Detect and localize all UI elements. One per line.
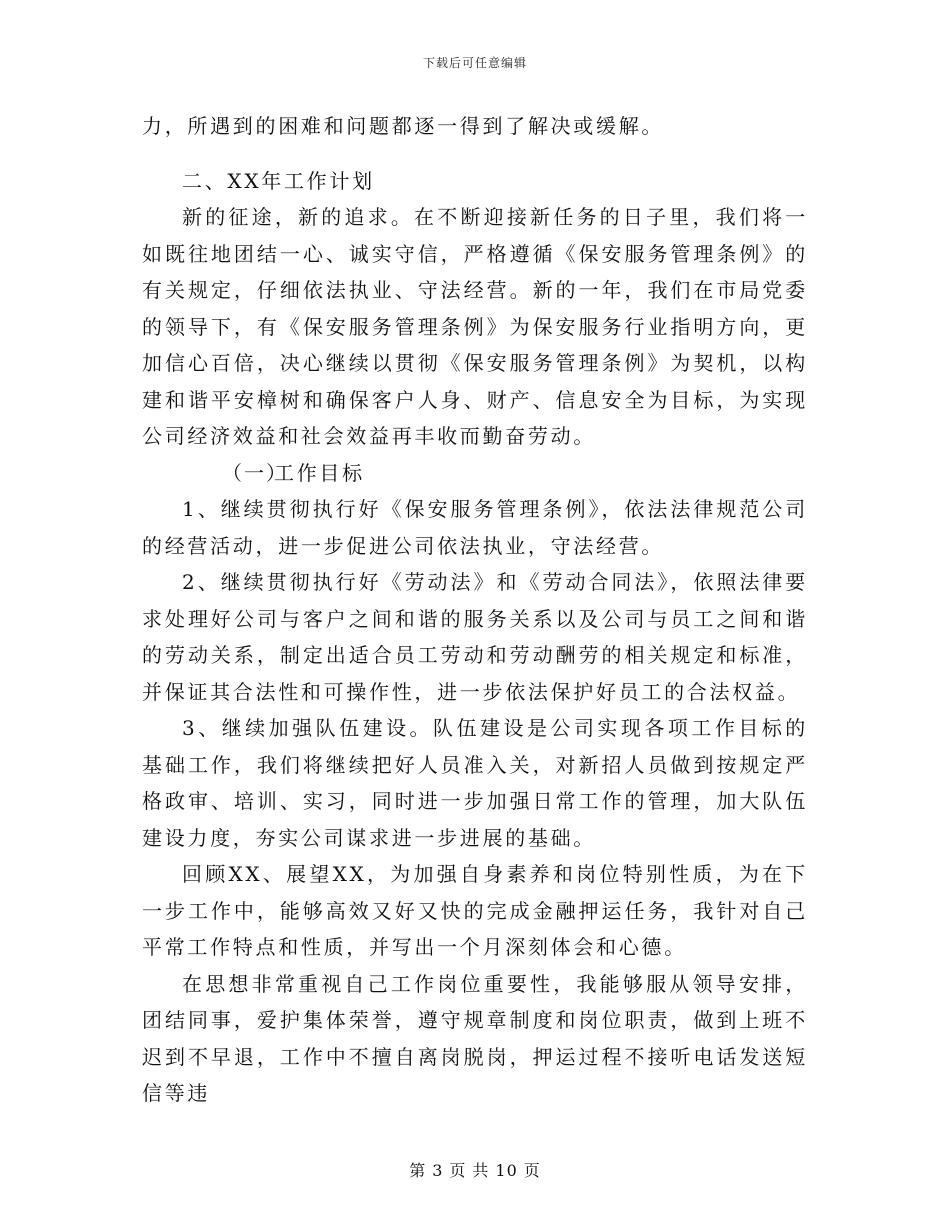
footer-prefix: 第 (409, 1161, 427, 1180)
footer-total-label: 共 (472, 1161, 490, 1180)
header-note: 下载后可任意编辑 (422, 56, 527, 70)
list-item: 3、继续加强队伍建设。队伍建设是公司实现各项工作目标的基础工作，我们将继续把好人员准入关，对新招人员做到按规定严格政审、培训、实习，同时进一步加强日常工作的管理，加大队伍建设力度，夯实公司谋求进一步进展的基础。 (142, 716, 808, 850)
list-item: 2、继续贯彻执行好《劳动法》和《劳动合同法》，依照法律要求处理好公司与客户之间和谐的服务关系以及公司与员工之间和谐的劳动关系，制定出适合员工劳动和劳动酬劳的相关规定和标准，并保证其合法性和可操作性，进一步依法保护好员工的合法权益。 (142, 570, 808, 704)
subsection-title: 工作目标 (274, 460, 365, 485)
paragraph-attitude: 在思想非常重视自己工作岗位重要性，我能够服从领导安排，团结同事，爱护集体荣誉，遵守规章制度和岗位职责，做到上班不迟到不早退，工作中不擅自离岗脱岗，押运过程不接听电话发送短信等违 (142, 971, 808, 1105)
subsection-number: （一） (222, 460, 288, 485)
list-item: 1、继续贯彻执行好《保安服务管理条例》，依法法律规范公司的经营活动，进一步促进公司依法执业，守法经营。 (142, 497, 808, 558)
page-total: 10 (495, 1161, 518, 1180)
paragraph-review: 回顾XX、展望XX，为加强自身素养和岗位特别性质，为在下一步工作中，能够高效又好又快的完成金融押运任务，我针对自己平常工作特点和性质，并写出一个月深刻体会和心德。 (142, 862, 808, 959)
footer-page-word: 页 (449, 1161, 467, 1180)
page-number: 3 (432, 1161, 444, 1180)
subsection-heading (142, 455, 808, 492)
paragraph-continuation: 力，所遇到的困难和问题都逐一得到了解决或缓解。 (142, 114, 665, 138)
footer-suffix: 页 (523, 1161, 541, 1180)
section-heading: 二、XX年工作计划 (182, 168, 375, 193)
paragraph-plan-intro: 新的征途，新的追求。在不断迎接新任务的日子里，我们将一如既往地团结一心、诚实守信，严格遵循《保安服务管理条例》的有关规定，仔细依法执业、守法经营。新的一年，我们在市局党委的领导下，有《保安服务管理条例》为保安服务行业指明方向，更加信心百倍，决心继续以贯彻《保安服务管理条例》为契机，以构建和谐平安樟树和确保客户人身、财产、信息安全为目标，为实现公司经济效益和社会效益再丰收而勤奋劳动。 (142, 205, 808, 448)
document-body (142, 108, 808, 1112)
page-footer (0, 1158, 950, 1181)
